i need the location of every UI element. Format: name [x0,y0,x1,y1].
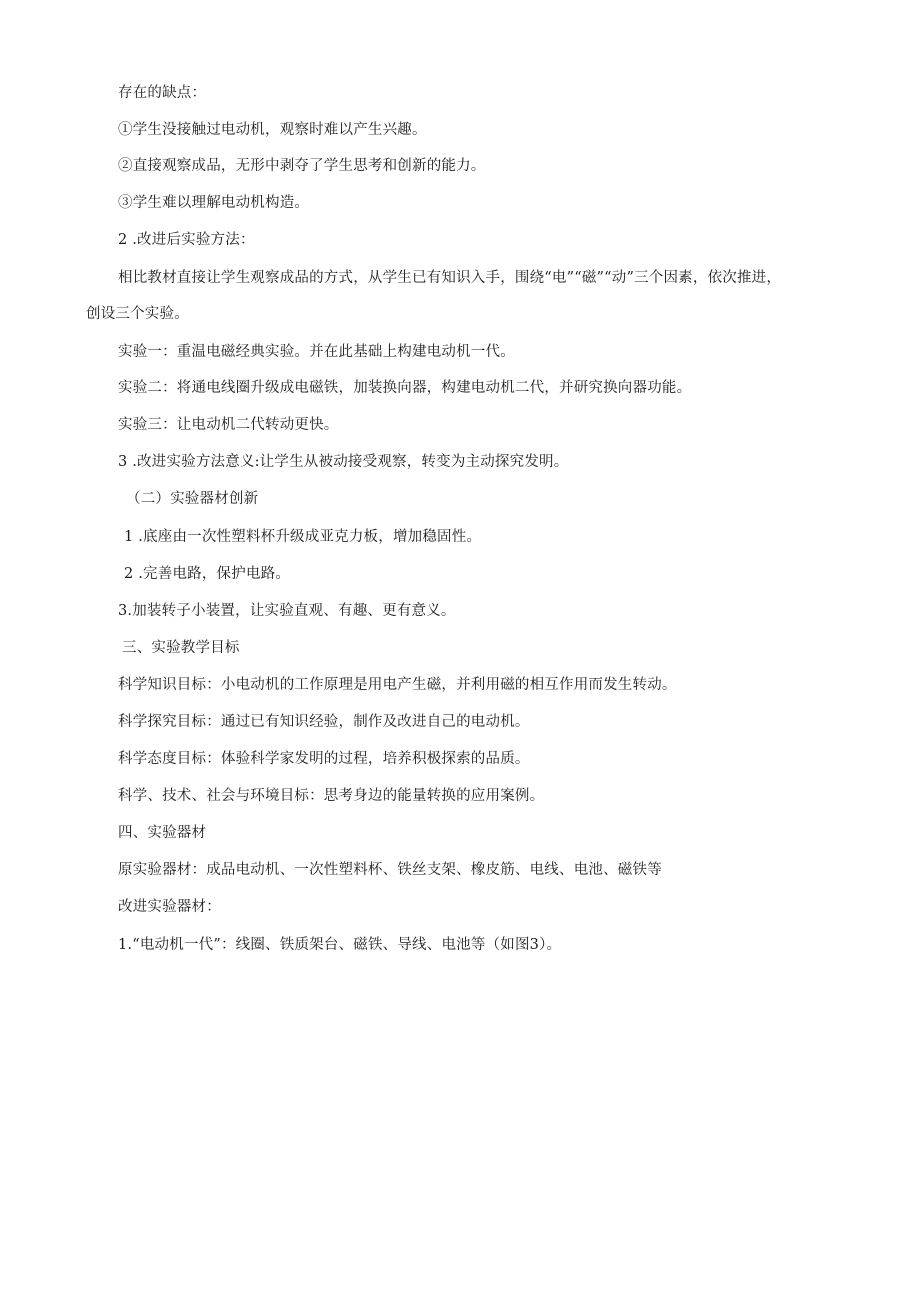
paragraph-motor-gen-1: 1.“电动机一代”：线圈、铁质架台、磁铁、导线、电池等（如图3）。 [118,937,562,953]
paragraph-improved-method-heading: 2 .改进后实验方法： [118,232,255,248]
paragraph-original-equipment: 原实验器材：成品电动机、一次性塑料杯、铁丝支架、橡皮筋、电线、电池、磁铁等 [118,862,662,878]
paragraph-shortcoming-3: ③学生难以理解电动机构造。 [118,195,310,211]
paragraph-shortcoming-2: ②直接观察成品，无形中剥夺了学生思考和创新的能力。 [118,158,486,174]
paragraph-improved-equipment-heading: 改进实验器材： [118,899,221,915]
paragraph-innovation-3: 3.加装转子小装置，让实验直观、有趣、更有意义。 [118,603,456,619]
paragraph-experiment-1: 实验一：重温电磁经典实验。并在此基础上构建电动机一代。 [118,344,515,360]
paragraph-goal-society: 科学、技术、社会与环境目标：思考身边的能量转换的应用案例。 [118,788,545,804]
paragraph-goal-attitude: 科学态度目标：体验科学家发明的过程，培养积极探索的品质。 [118,751,530,767]
paragraph-innovation-2: 2 .完善电路，保护电路。 [124,566,291,582]
paragraph-improved-method-body-line-2: 创设三个实验。 [86,306,189,322]
paragraph-method-significance: 3 .改进实验方法意义:让学生从被动接受观察，转变为主动探究发明。 [118,454,569,470]
paragraph-experiment-3: 实验三：让电动机二代转动更快。 [118,417,339,433]
section-heading-teaching-goals: 三、实验教学目标 [122,640,240,656]
paragraph-experiment-2: 实验二：将通电线圈升级成电磁铁，加装换向器，构建电动机二代，并研究换向器功能。 [118,380,692,396]
paragraph-innovation-1: 1 .底座由一次性塑料杯升级成亚克力板，增加稳固性。 [124,529,482,545]
paragraph-improved-method-body-line-1: 相比教材直接让学生观察成品的方式，从学生已有知识入手，围绕“电”“磁”“动”三个因素，依次推进， [118,270,782,286]
paragraph-shortcoming-1: ①学生没接触过电动机，观察时难以产生兴趣。 [118,122,427,138]
paragraph-shortcomings-heading: 存在的缺点： [118,85,207,101]
section-heading-equipment-innovation: （二）实验器材创新 [126,491,259,507]
paragraph-goal-inquiry: 科学探究目标：通过已有知识经验，制作及改进自己的电动机。 [118,714,530,730]
paragraph-goal-knowledge: 科学知识目标：小电动机的工作原理是用电产生磁，并利用磁的相互作用而发生转动。 [118,677,677,693]
section-heading-equipment: 四、实验器材 [118,825,207,841]
